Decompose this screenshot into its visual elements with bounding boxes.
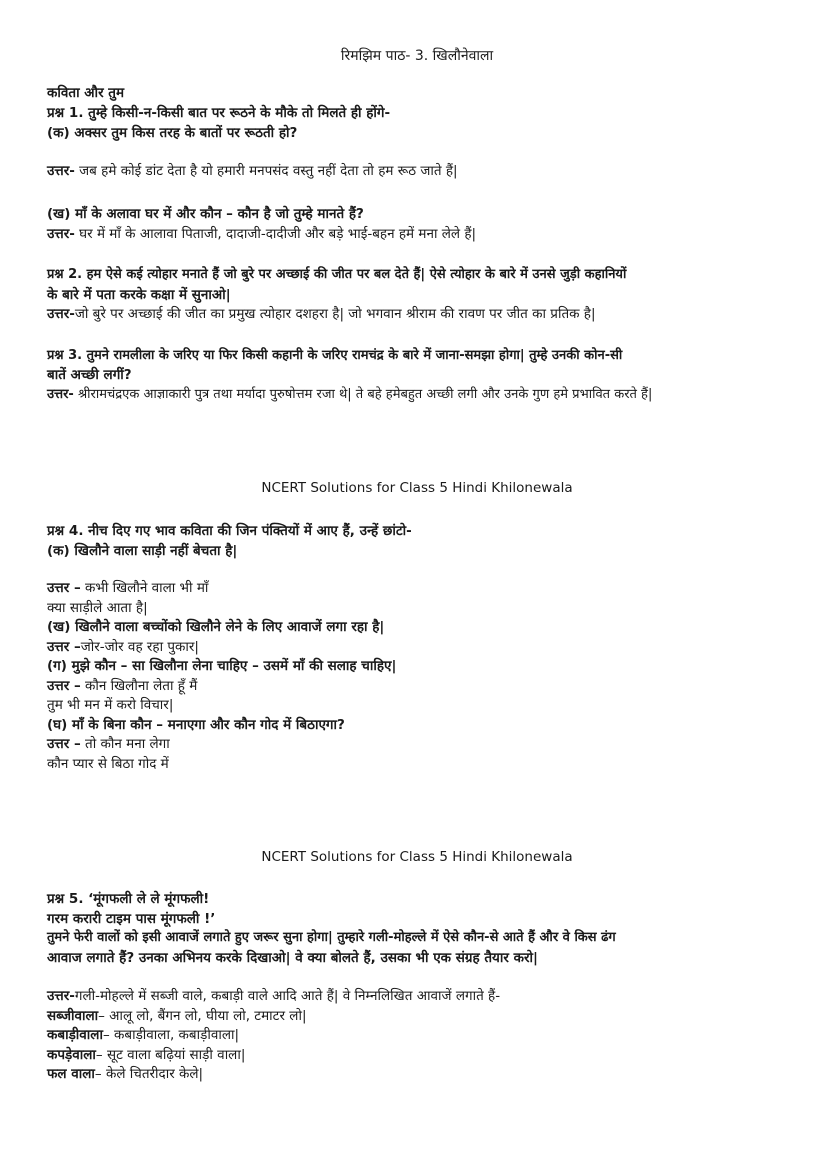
answer-2 <box>47 305 807 323</box>
answer-text: कौन खिलौना लेता हूँ मैं <box>80 678 198 694</box>
section-heading: कविता और तुम <box>47 85 125 101</box>
answer-4c-line-2: तुम भी मन में करो विचार| <box>47 697 174 713</box>
answer-label: उत्तर – <box>47 736 81 752</box>
answer-label: उत्तर – <box>47 678 81 694</box>
vendor-call-1 <box>47 1007 807 1025</box>
vendor-label: सब्जीवाला <box>47 1008 99 1024</box>
vendor-label: कपड़ेवाला <box>47 1047 96 1063</box>
question-1b: (ख) माँ के अलावा घर में और कौन – कौन है जो तुम्हे मानते हैं? <box>47 206 364 222</box>
question-1a: (क) अक्सर तुम किस तरह के बातों पर रूठती हो? <box>47 125 298 141</box>
answer-label: उत्तर- <box>47 988 75 1004</box>
answer-text: गली-मोहल्ले में सब्जी वाले, कबाड़ी वाले आदि आते हैं| वे निम्नलिखित आवाजें लगाते हैं- <box>74 988 501 1004</box>
vendor-call-4 <box>47 1065 807 1083</box>
answer-4d-line-2: कौन प्यार से बिठा गोद में <box>47 756 169 772</box>
question-2-line-1: प्रश्न 2. हम ऐसे कई त्योहार मनाते हैं जो बुरे पर अच्छाई की जीत पर बल देते हैं| ऐसे त्योहार के बारे में उनसे जुड़ी कहानियों <box>47 267 627 282</box>
vendor-call-3 <box>47 1046 807 1064</box>
question-5-line-4: आवाज लगाते हैं? उनका अभिनय करके दिखाओ| वे क्या बोलते हैं, उसका भी एक संग्रह तैयार करो| <box>47 950 538 966</box>
answer-text: तो कौन मना लेगा <box>80 736 170 752</box>
answer-label: उत्तर- <box>47 387 74 402</box>
vendor-call: – आलू लो, बैंगन लो, घीया लो, टमाटर लो| <box>98 1008 307 1024</box>
answer-4d-line-1 <box>47 735 807 753</box>
answer-3 <box>47 386 807 404</box>
answer-text: जो बुरे पर अच्छाई की जीत का प्रमुख त्योहार दशहरा है| जो भगवान श्रीराम की रावण पर जीत का प्रतिक है| <box>74 306 596 322</box>
question-3-line-2: बातें अच्छी लगीं? <box>47 367 132 383</box>
question-4b: (ख) खिलौने वाला बच्चोंको खिलौने लेने के लिए आवाजें लगा रहा है| <box>47 619 385 635</box>
answer-4c-line-1 <box>47 677 807 695</box>
answer-label: उत्तर – <box>47 639 81 655</box>
answer-1a <box>47 162 807 180</box>
vendor-label: कबाड़ीवाला <box>47 1027 103 1043</box>
answer-text: घर में माँ के आलावा पिताजी, दादाजी-दादीजी और बड़े भाई-बहन हमें मना लेले हैं| <box>74 226 477 242</box>
answer-5 <box>47 987 807 1005</box>
question-5-line-3: तुमने फेरी वालों को इसी आवाजें लगाते हुए जरूर सुना होगा| तुम्हारे गली-मोहल्ले में ऐसे कौन-से आते हैं और वे किस ढंग <box>47 930 616 945</box>
answer-4a-line-1 <box>47 579 807 597</box>
vendor-label: फल वाला <box>47 1066 95 1082</box>
answer-text: जोर-जोर वह रहा पुकार| <box>80 639 199 655</box>
answer-text: जब हमे कोई डांट देता है यो हमारी मनपसंद वस्तु नहीं देता तो हम रूठ जाते हैं| <box>74 163 458 179</box>
question-5-line-2: गरम करारी टाइम पास मूंगफली !’ <box>47 911 216 927</box>
question-2-line-2: के बारे में पता करके कक्षा में सुनाओ| <box>47 287 231 303</box>
page-title: रिमझिम पाठ- 3. खिलौनेवाला <box>340 48 494 64</box>
question-1: प्रश्न 1. तुम्हे किसी-न-किसी बात पर रूठने के मौके तो मिलते ही होंगे- <box>47 105 391 121</box>
answer-1b <box>47 225 807 243</box>
answer-label: उत्तर- <box>47 306 75 322</box>
answer-text: श्रीरामचंद्रएक आज्ञाकारी पुत्र तथा मर्यादा पुरुषोत्तम रजा थे| ते बहे हमेबहुत अच्छी लगी और उनके गुण हमे प्रभावित करते हैं| <box>73 387 653 402</box>
answer-label: उत्तर – <box>47 580 81 596</box>
vendor-call-2 <box>47 1026 807 1044</box>
question-4a: (क) खिलौने वाला साड़ी नहीं बेचता है| <box>47 543 238 559</box>
question-3-line-1: प्रश्न 3. तुमने रामलीला के जरिए या फिर किसी कहानी के जरिए रामचंद्र के बारे में जाना-समझा होगा| तुम्हे उनकी कोन-सी <box>47 348 623 363</box>
vendor-call: – सूट वाला बढ़ियां साड़ी वाला| <box>95 1047 246 1063</box>
vendor-call: – केले चितरीदार केले| <box>94 1066 204 1082</box>
question-5-line-1: प्रश्न 5. ‘मूंगफली ले ले मूंगफली! <box>47 891 210 907</box>
answer-4a-line-2: क्या साड़ीले आता है| <box>47 600 148 616</box>
vendor-call: – कबाड़ीवाला, कबाड़ीवाला| <box>102 1027 240 1043</box>
question-4d: (घ) माँ के बिना कौन – मनाएगा और कौन गोद में बिठाएगा? <box>47 717 345 733</box>
question-4c: (ग) मुझे कौन – सा खिलौना लेना चाहिए – उसमें माँ की सलाह चाहिए| <box>47 658 397 674</box>
answer-label: उत्तर- <box>47 226 75 242</box>
answer-4b <box>47 638 807 656</box>
answer-label: उत्तर- <box>47 163 75 179</box>
question-4: प्रश्न 4. नीच दिए गए भाव कविता की जिन पंक्तियों में आए हैं, उन्हें छांटो- <box>47 523 412 539</box>
page-footer: NCERT Solutions for Class 5 Hindi Khilonewala <box>261 480 573 496</box>
page-footer: NCERT Solutions for Class 5 Hindi Khilonewala <box>261 849 573 865</box>
answer-text: कभी खिलौने वाला भी माँ <box>80 580 209 596</box>
